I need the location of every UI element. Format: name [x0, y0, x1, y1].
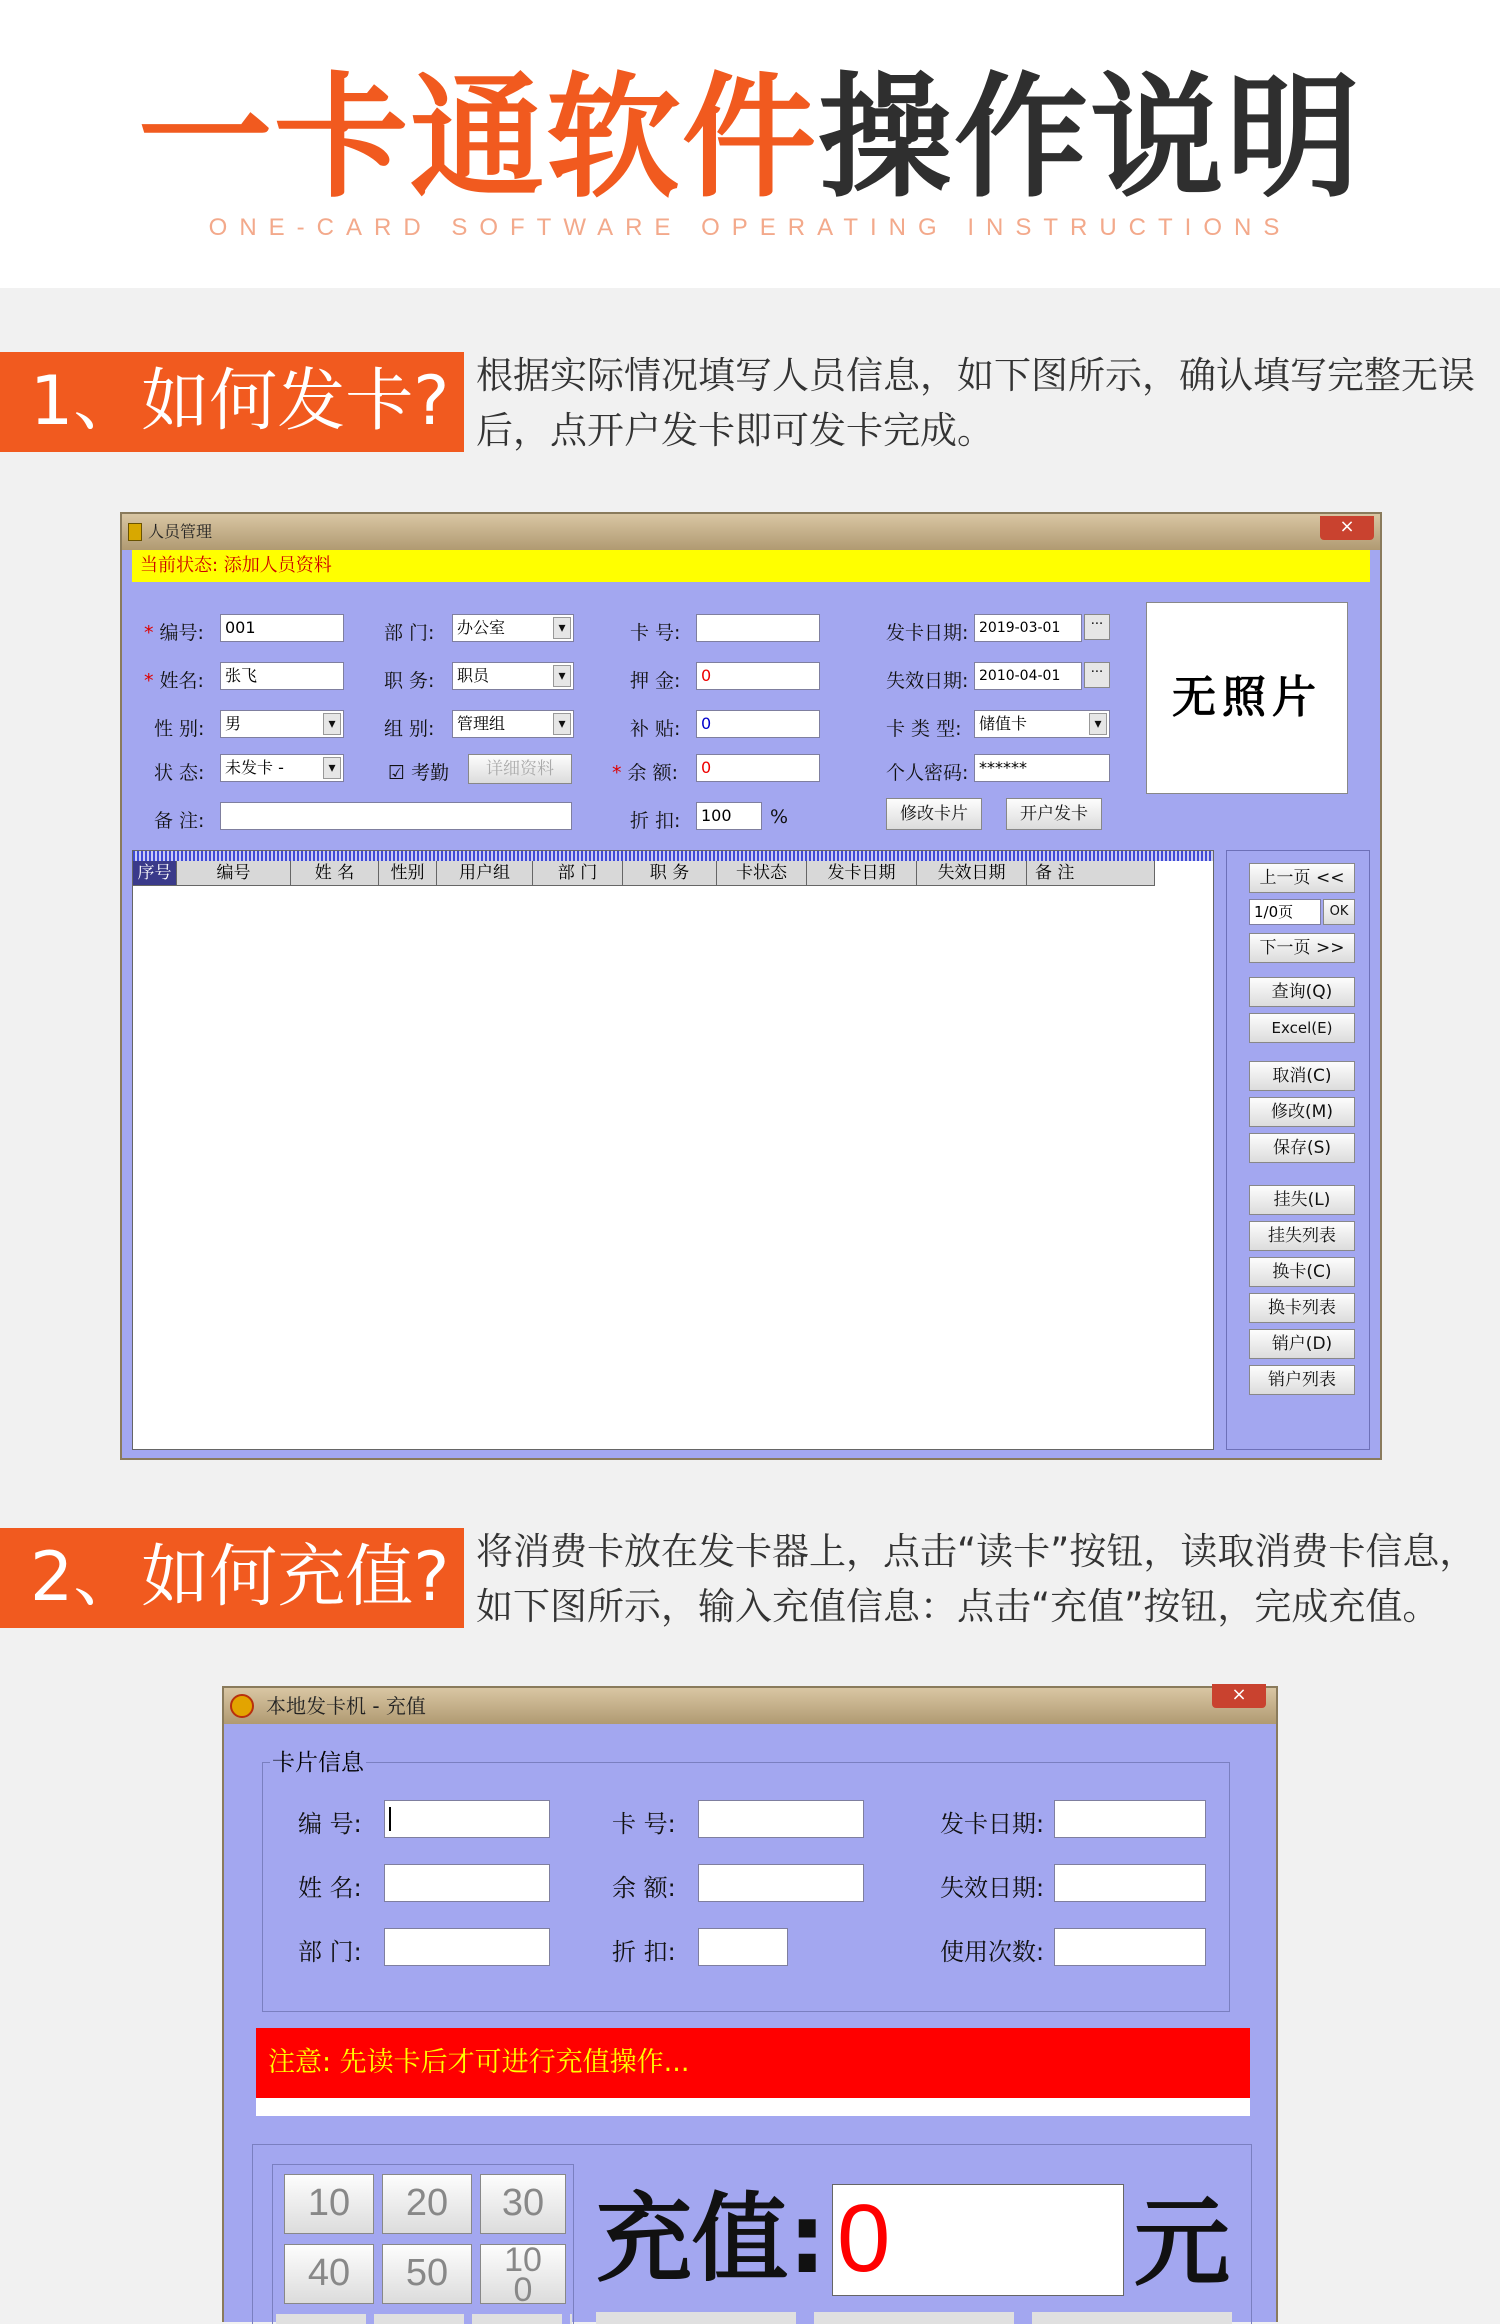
close-account-button[interactable]: 销户(D) — [1249, 1329, 1355, 1359]
section1-badge: 1、如何发卡? — [0, 352, 464, 452]
col-header[interactable]: 性别 — [379, 861, 437, 885]
col-header[interactable]: 职 务 — [623, 861, 717, 885]
amount-30-button[interactable]: 30 — [480, 2174, 566, 2234]
col-header[interactable]: 备 注 — [1027, 861, 1155, 885]
id-input[interactable]: 001 — [220, 614, 344, 642]
job-select[interactable]: 职员 ▾ — [452, 662, 574, 690]
detail-button[interactable]: 详细资料 — [468, 754, 572, 784]
balance-input[interactable]: 0 — [696, 754, 820, 782]
page-ok-button[interactable]: OK — [1323, 899, 1355, 925]
excel-button[interactable]: Excel(E) — [1249, 1013, 1355, 1043]
discount-label: 折 扣: — [630, 810, 681, 832]
text-cursor — [389, 1807, 391, 1831]
window-titlebar — [122, 514, 1380, 550]
amount-buttons-next-row[interactable] — [276, 2314, 572, 2324]
status-bar: 当前状态: 添加人员资料 — [132, 550, 1370, 582]
side-panel — [1226, 850, 1370, 1450]
next-page-button[interactable]: 下一页 >> — [1249, 933, 1355, 963]
r-balance-input[interactable] — [698, 1864, 864, 1902]
section1-desc: 根据实际情况填写人员信息，如下图所示，确认填写完整无误后，点开户发卡即可发卡完成。 — [476, 354, 1475, 452]
issue-date-input[interactable]: 2019-03-01 — [974, 614, 1082, 642]
save-button[interactable]: 保存(S) — [1249, 1133, 1355, 1163]
r-dept-label: 部 门: — [298, 1938, 362, 1966]
personnel-table[interactable] — [132, 850, 1214, 1450]
edit-button[interactable]: 修改(M) — [1249, 1097, 1355, 1127]
title-dark: 操作说明 — [818, 60, 1363, 216]
gender-select[interactable]: 男 ▾ — [220, 710, 344, 738]
balance-label: * 余 额: — [612, 762, 678, 784]
dept-label: 部 门: — [384, 622, 435, 644]
expire-date-picker-button[interactable]: ··· — [1084, 662, 1110, 688]
window-title: 本地发卡机 - 充值 — [266, 1694, 426, 1718]
page-subtitle: ONE-CARD SOFTWARE OPERATING INSTRUCTIONS — [208, 214, 1292, 241]
r-name-input[interactable] — [384, 1864, 550, 1902]
close-button[interactable]: × — [1212, 1684, 1266, 1708]
swap-list-button[interactable]: 换卡列表 — [1249, 1293, 1355, 1323]
password-label: 个人密码: — [886, 762, 969, 784]
id-label: * 编号: — [144, 622, 204, 644]
table-header — [133, 861, 1155, 886]
attendance-checkbox[interactable]: ☑ 考勤 — [388, 762, 450, 784]
state-select[interactable]: 未发卡 - ▾ — [220, 754, 344, 782]
subsidy-label: 补 贴: — [630, 718, 681, 740]
r-expire-date-label: 失效日期: — [940, 1874, 1045, 1902]
amount-100-button[interactable]: 100 — [480, 2244, 566, 2304]
title-orange: 一卡通软件 — [137, 60, 818, 216]
percent-label: % — [770, 806, 789, 828]
remark-label: 备 注: — [154, 810, 205, 832]
gender-label: 性 别: — [154, 718, 205, 740]
r-discount-label: 折 扣: — [612, 1938, 676, 1966]
name-input[interactable]: 张飞 — [220, 662, 344, 690]
recharge-amount-input[interactable]: 0 — [832, 2184, 1124, 2296]
col-header[interactable]: 卡状态 — [717, 861, 807, 885]
group-label: 组 别: — [384, 718, 435, 740]
action-buttons-row[interactable] — [596, 2312, 1232, 2324]
query-button[interactable]: 查询(Q) — [1249, 977, 1355, 1007]
window-titlebar — [224, 1688, 1276, 1724]
personnel-window — [120, 512, 1382, 1460]
prev-page-button[interactable]: 上一页 << — [1249, 863, 1355, 893]
swap-card-button[interactable]: 换卡(C) — [1249, 1257, 1355, 1287]
r-expire-date-input[interactable] — [1054, 1864, 1206, 1902]
r-id-input[interactable] — [384, 1800, 550, 1838]
card-type-select[interactable]: 储值卡 ▾ — [974, 710, 1110, 738]
r-cardno-label: 卡 号: — [612, 1810, 676, 1838]
r-issue-date-input[interactable] — [1054, 1800, 1206, 1838]
page-input[interactable]: 1/0页 — [1249, 899, 1321, 925]
section2-badge: 2、如何充值? — [0, 1528, 464, 1628]
close-account-list-button[interactable]: 销户列表 — [1249, 1365, 1355, 1395]
warning-underline — [256, 2098, 1250, 2116]
deposit-label: 押 金: — [630, 670, 681, 692]
checkbox-icon: ☑ — [388, 762, 406, 784]
photo-placeholder: 无照片 — [1146, 602, 1348, 794]
discount-input[interactable]: 100 — [696, 802, 762, 830]
cardno-label: 卡 号: — [630, 622, 681, 644]
r-use-count-label: 使用次数: — [940, 1938, 1045, 1966]
cancel-button[interactable]: 取消(C) — [1249, 1061, 1355, 1091]
r-issue-date-label: 发卡日期: — [940, 1810, 1045, 1838]
r-dept-input[interactable] — [384, 1928, 550, 1966]
table-top-stripe — [133, 851, 1213, 861]
card-info-group-title: 卡片信息 — [272, 1750, 364, 1776]
expire-date-label: 失效日期: — [886, 670, 969, 692]
col-header[interactable]: 发卡日期 — [807, 861, 917, 885]
col-header[interactable]: 用户组 — [437, 861, 533, 885]
password-input[interactable]: ****** — [974, 754, 1110, 782]
r-name-label: 姓 名: — [298, 1874, 362, 1902]
col-header[interactable]: 姓 名 — [291, 861, 379, 885]
r-id-label: 编 号: — [298, 1810, 362, 1838]
amount-20-button[interactable]: 20 — [382, 2174, 472, 2234]
page-title — [0, 58, 1500, 218]
app-icon — [128, 523, 142, 541]
r-cardno-input[interactable] — [698, 1800, 864, 1838]
dept-select[interactable]: 办公室 ▾ — [452, 614, 574, 642]
modify-card-button[interactable]: 修改卡片 — [886, 798, 982, 830]
col-header[interactable]: 序号 — [133, 861, 177, 885]
card-type-label: 卡 类 型: — [886, 718, 962, 740]
group-select[interactable]: 管理组 ▾ — [452, 710, 574, 738]
subsidy-input[interactable]: 0 — [696, 710, 820, 738]
issue-date-label: 发卡日期: — [886, 622, 969, 644]
r-discount-input[interactable] — [698, 1928, 788, 1966]
warning-banner: 注意: 先读卡后才可进行充值操作... — [256, 2028, 1250, 2098]
r-use-count-input[interactable] — [1054, 1928, 1206, 1966]
section2-desc: 将消费卡放在发卡器上，点击“读卡”按钮，读取消费卡信息，如下图所示，输入充值信息：点击“充值”按钮，完成充值。 — [476, 1530, 1477, 1628]
job-label: 职 务: — [384, 670, 435, 692]
lost-list-button[interactable]: 挂失列表 — [1249, 1221, 1355, 1251]
currency-label: 元 — [1134, 2187, 1230, 2299]
window-title: 人员管理 — [148, 522, 213, 541]
cardno-input[interactable] — [696, 614, 820, 642]
amount-50-button[interactable]: 50 — [382, 2244, 472, 2304]
app-logo-icon — [230, 1694, 254, 1718]
remark-input[interactable] — [220, 802, 572, 830]
deposit-input[interactable]: 0 — [696, 662, 820, 690]
open-card-button[interactable]: 开户发卡 — [1006, 798, 1102, 830]
col-header[interactable]: 失效日期 — [917, 861, 1027, 885]
col-header[interactable]: 部 门 — [533, 861, 623, 885]
state-label: 状 态: — [154, 762, 205, 784]
recharge-label: 充值: — [596, 2183, 827, 2295]
close-button[interactable]: × — [1320, 516, 1374, 540]
amount-10-button[interactable]: 10 — [284, 2174, 374, 2234]
report-lost-button[interactable]: 挂失(L) — [1249, 1185, 1355, 1215]
name-label: * 姓名: — [144, 670, 204, 692]
issue-date-picker-button[interactable]: ··· — [1084, 614, 1110, 640]
r-balance-label: 余 额: — [612, 1874, 676, 1902]
amount-40-button[interactable]: 40 — [284, 2244, 374, 2304]
recharge-window — [222, 1686, 1278, 2322]
expire-date-input[interactable]: 2010-04-01 — [974, 662, 1082, 690]
col-header[interactable]: 编号 — [177, 861, 291, 885]
